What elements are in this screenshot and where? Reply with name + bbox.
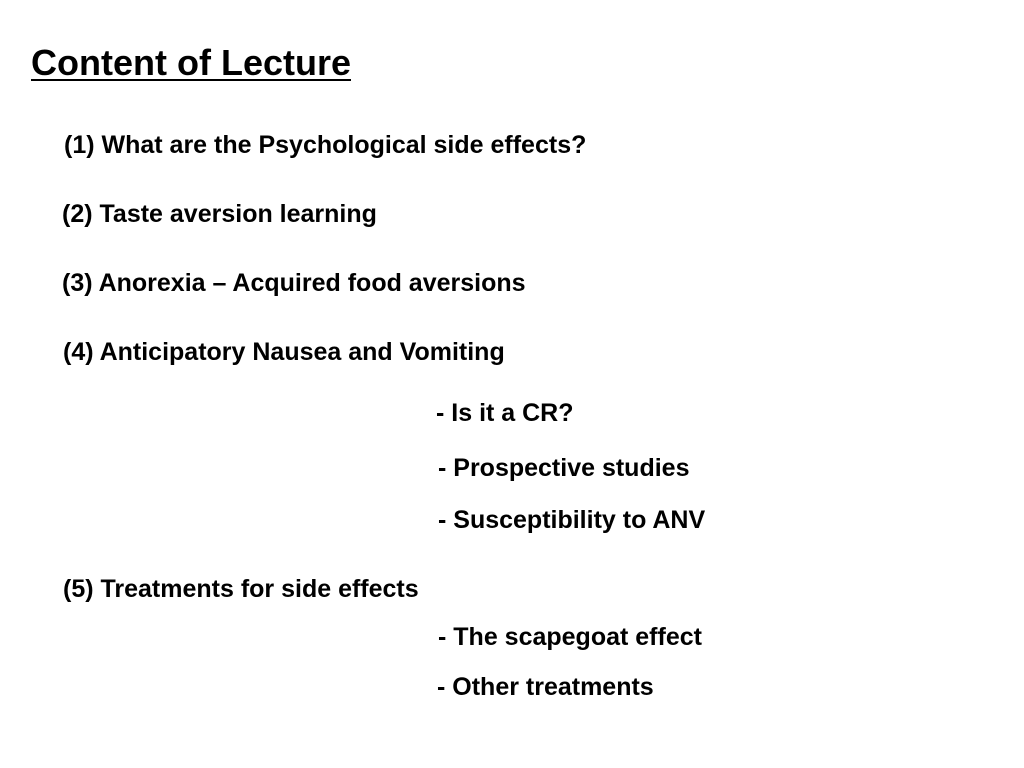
outline-subitem-5-2: - Other treatments bbox=[437, 673, 654, 701]
outline-item-4: (4) Anticipatory Nausea and Vomiting bbox=[63, 338, 505, 366]
outline-subitem-4-1: - Is it a CR? bbox=[436, 399, 574, 427]
outline-item-3: (3) Anorexia – Acquired food aversions bbox=[62, 269, 526, 297]
outline-subitem-4-3: - Susceptibility to ANV bbox=[438, 506, 706, 534]
outline-item-1: (1) What are the Psychological side effects? bbox=[64, 131, 587, 159]
outline-subitem-5-1: - The scapegoat effect bbox=[438, 623, 702, 651]
outline-item-5: (5) Treatments for side effects bbox=[63, 575, 419, 603]
slide-title: Content of Lecture bbox=[31, 42, 351, 83]
outline-subitem-4-2: - Prospective studies bbox=[438, 454, 690, 482]
outline-item-2: (2) Taste aversion learning bbox=[62, 200, 377, 228]
